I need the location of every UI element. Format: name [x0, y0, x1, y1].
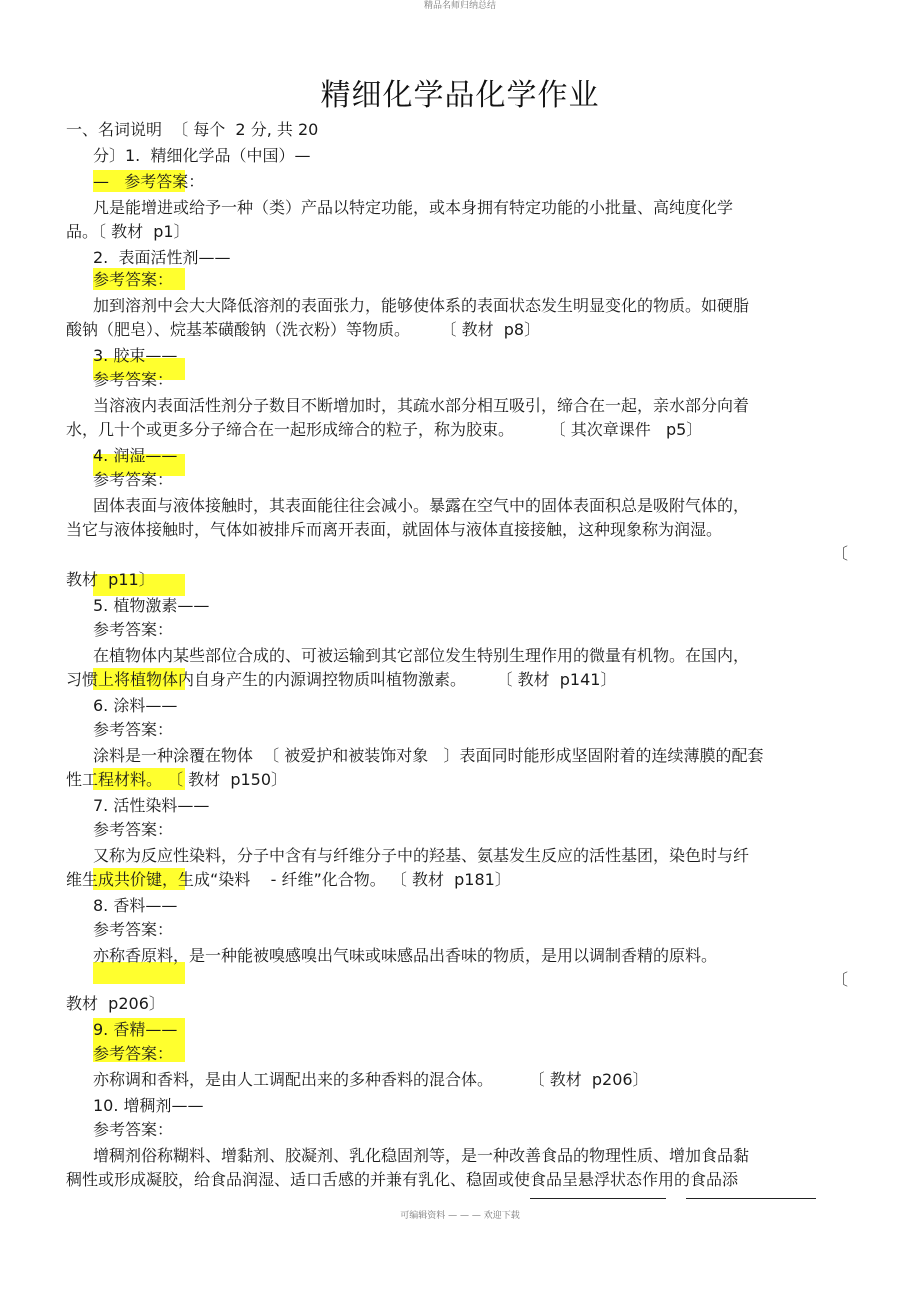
definition-text: 维生成共价键，生成“染料 - 纤维”化合物。 〔 教材 p181〕 [66, 870, 511, 889]
term-heading: 7. 活性染料—— [93, 796, 210, 815]
definition-text: 亦称调和香料，是由人工调配出来的多种香料的混合体。 〔 教材 p206〕 [93, 1070, 649, 1089]
document-title: 精细化学品化学作业 [320, 78, 600, 113]
definition-text: 又称为反应性染料，分子中含有与纤维分子中的羟基、氨基发生反应的活性基团，染色时与纤 [93, 846, 750, 865]
answer-label: 参考答案： [93, 920, 174, 939]
section-heading-cont: 分〕1. 精细化学品（中国）— [93, 146, 311, 165]
term-heading: 3. 胶束—— [93, 346, 178, 365]
term-heading: 9. 香精—— [93, 1020, 178, 1039]
answer-label: — 参考答案： [93, 172, 205, 191]
definition-text: 习惯上将植物体内自身产生的内源调控物质叫植物激素。 〔 教材 p141〕 [66, 670, 617, 689]
page-header-note: 精品名师归纳总结 [423, 1, 496, 11]
reference-bracket: 〔 [832, 970, 849, 989]
reference-text: 教材 p206〕 [66, 994, 165, 1013]
definition-text: 当它与液体接触时，气体如被排斥而离开表面，就固体与液体直接接触，这种现象称为润湿。 [66, 520, 723, 539]
reference-bracket: 〔 [832, 544, 849, 563]
definition-text: 加到溶剂中会大大降低溶剂的表面张力，能够使体系的表面状态发生明显变化的物质。如硬脂 [93, 296, 750, 315]
answer-label: 参考答案： [93, 720, 174, 739]
answer-label: 参考答案： [93, 270, 174, 289]
definition-text: 增稠剂俗称糊料、增黏剂、胶凝剂、乳化稳固剂等，是一种改善食品的物理性质、增加食品黏 [93, 1146, 750, 1165]
term-heading: 8. 香料—— [93, 896, 178, 915]
answer-label: 参考答案： [93, 370, 174, 389]
definition-text: 当溶液内表面活性剂分子数目不断增加时，其疏水部分相互吸引，缔合在一起，亲水部分向着 [93, 396, 750, 415]
definition-text: 性工程材料。 〔 教材 p150〕 [66, 770, 288, 789]
reference-text: 教材 p11〕 [66, 570, 155, 589]
definition-text: 在植物体内某些部位合成的、可被运输到其它部位发生特别生理作用的微量有机物。在国内， [93, 646, 750, 665]
answer-label: 参考答案： [93, 1120, 174, 1139]
definition-text: 凡是能增进或给予一种（类）产品以特定功能，或本身拥有特定功能的小批量、高纯度化学 [93, 198, 734, 217]
footer-rule [686, 1198, 816, 1199]
answer-label: 参考答案： [93, 820, 174, 839]
definition-text: 酸钠（肥皂）、烷基苯磺酸钠（洗衣粉）等物质。 〔 教材 p8〕 [66, 320, 541, 339]
term-heading: 5. 植物激素—— [93, 596, 210, 615]
definition-text: 稠性或形成凝胶，给食品润湿、适口舌感的并兼有乳化、稳固或使食品呈悬浮状态作用的食品添 [66, 1170, 739, 1189]
term-heading: 4. 润湿—— [93, 446, 178, 465]
answer-label: 参考答案： [93, 470, 174, 489]
definition-text: 涂料是一种涂覆在物体 〔 被爱护和被装饰对象 〕表面同时能形成坚固附着的连续薄膜的配套 [93, 746, 764, 765]
footer-rule [530, 1198, 666, 1199]
section-heading: 一、名词说明 〔 每个 2 分, 共 20 [66, 120, 319, 139]
definition-text: 水，几十个或更多分子缔合在一起形成缔合的粒子，称为胶束。 〔 其次章课件 p5〕 [66, 420, 703, 439]
definition-text: 亦称香原料，是一种能被嗅感嗅出气味或味感品出香味的物质，是用以调制香精的原料。 [93, 946, 718, 965]
answer-label: 参考答案： [93, 1044, 174, 1063]
answer-label: 参考答案： [93, 620, 174, 639]
definition-text: 固体表面与液体接触时，其表面能往往会减小。暴露在空气中的固体表面积总是吸附气体的， [93, 496, 750, 515]
term-heading: 6. 涂料—— [93, 696, 178, 715]
term-heading: 10. 增稠剂—— [93, 1096, 204, 1115]
term-heading: 2. 表面活性剂—— [93, 248, 231, 267]
page-footer-note: 可编辑资料 — — — 欢迎下载 [400, 1211, 520, 1221]
definition-text: 品。〔 教材 p1〕 [66, 222, 190, 241]
